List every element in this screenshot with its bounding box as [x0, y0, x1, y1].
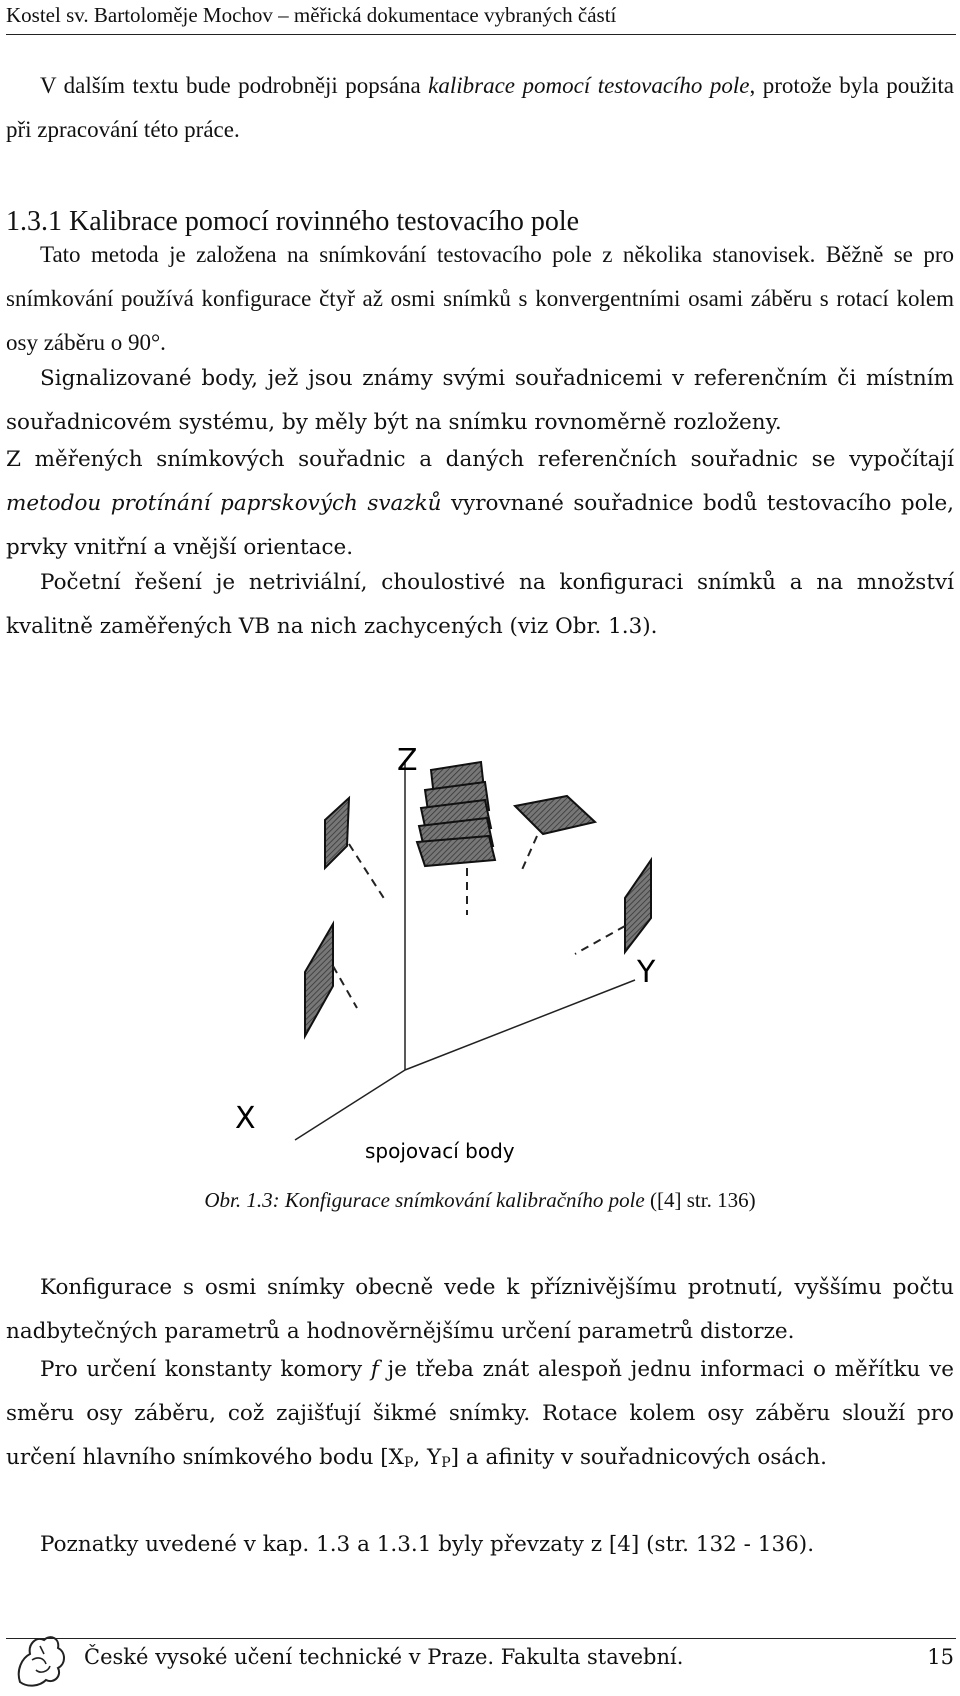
- left-ray: [349, 844, 385, 900]
- p6-text-2: je třeba znát alespoň jednu informaci o měřítku ve směru osy záběru, což zajišťují šikmé snímky. Rotace kolem osy záběru slouží pro určení hlavního snímkového bodu [X: [6, 1357, 954, 1470]
- right-image: [515, 796, 595, 834]
- paragraph-3: [6, 438, 954, 570]
- intro-text-end: , protože byla použita při zpracování této práce.: [6, 73, 954, 142]
- page-footer: [84, 1645, 954, 1669]
- far-right-ray: [575, 926, 625, 954]
- p3-text: Z měřených snímkových souřadnic a daných referenčních souřadnic se vypočítají: [6, 447, 954, 472]
- paragraph-2: Signalizované body, jež jsou známy svými souřadnicemi v referenčním či místním souřadnicovém systému, by měly být na snímku rovnoměrně rozloženy.: [6, 366, 954, 435]
- left-image: [325, 798, 349, 868]
- caption-reference: ([4] str. 136): [644, 1188, 756, 1212]
- caption-italic: Obr. 1.3: Konfigurace snímkování kalibračního pole: [204, 1188, 645, 1212]
- figure-caption: [0, 1188, 960, 1213]
- paragraph-7: Poznatky uvedené v kap. 1.3 a 1.3.1 byly převzaty z [4] (str. 132 - 136).: [40, 1532, 815, 1557]
- xp-subscript: P: [403, 1455, 414, 1471]
- running-header: [6, 2, 956, 35]
- y-axis: [405, 980, 635, 1070]
- p6-text: Pro určení konstanty komory: [40, 1357, 371, 1382]
- top-image-stack: [417, 762, 495, 866]
- p3-emphasis: metodou protínání paprskových svazků: [6, 491, 442, 516]
- lower-left-ray: [333, 966, 357, 1008]
- x-axis: [295, 1070, 405, 1140]
- p6-text-3: , Y: [413, 1445, 442, 1470]
- axis-z-label: Z: [397, 743, 418, 778]
- intro-emphasis: kalibrace pomocí testovacího pole: [428, 73, 750, 98]
- connection-points-label: spojovací body: [365, 1139, 515, 1163]
- running-title: Kostel sv. Bartoloměje Mochov – měřická dokumentace vybraných částí: [6, 3, 617, 27]
- p3-text-end: vyrovnané souřadnice bodů testovacího pole, prvky vnitřní a vnější orientace.: [6, 491, 954, 560]
- right-ray: [521, 836, 537, 872]
- calibration-figure: [235, 740, 725, 1180]
- section-heading: 1.3.1 Kalibrace pomocí rovinného testovacího pole: [6, 206, 580, 237]
- intro-text: V dalším textu bude podrobněji popsána: [40, 73, 429, 98]
- figure-diagram: [235, 740, 725, 1180]
- paragraph-4: Početní řešení je netriviální, choulostivé na konfiguraci snímků a na množství kvalitně zaměřených VB na nich zachycených (viz Obr. 1.3).: [6, 570, 954, 639]
- page-number: 15: [927, 1645, 954, 1669]
- paragraph-1: Tato metoda je založena na snímkování testovacího pole z několika stanovisek. Běžně se pro snímkování používá konfigurace čtyř až osmi snímků s konvergentními osami záběru s rotací kolem osy záběru o 90°.: [6, 242, 954, 355]
- lower-left-image: [305, 924, 333, 1036]
- yp-subscript: P: [441, 1455, 451, 1471]
- paragraph-5: Konfigurace s osmi snímky obecně vede k příznivějšímu protnutí, vyššímu počtu nadbytečných parametrů a hodnověrnějšímu určení parametrů distorze.: [6, 1275, 954, 1344]
- paragraph-6: [6, 1348, 954, 1485]
- intro-paragraph: [6, 64, 954, 152]
- far-right-image: [625, 860, 651, 952]
- axis-y-label: Y: [637, 955, 656, 990]
- footer-institution: České vysoké učení technické v Praze. Fakulta stavební.: [84, 1645, 684, 1669]
- footer-rule: [6, 1638, 956, 1639]
- axis-x-label: X: [235, 1101, 256, 1136]
- p6-text-4: ] a afinity v souřadnicových osách.: [450, 1445, 827, 1470]
- camera-constant-symbol: f: [370, 1357, 379, 1382]
- university-lion-logo: [10, 1630, 72, 1690]
